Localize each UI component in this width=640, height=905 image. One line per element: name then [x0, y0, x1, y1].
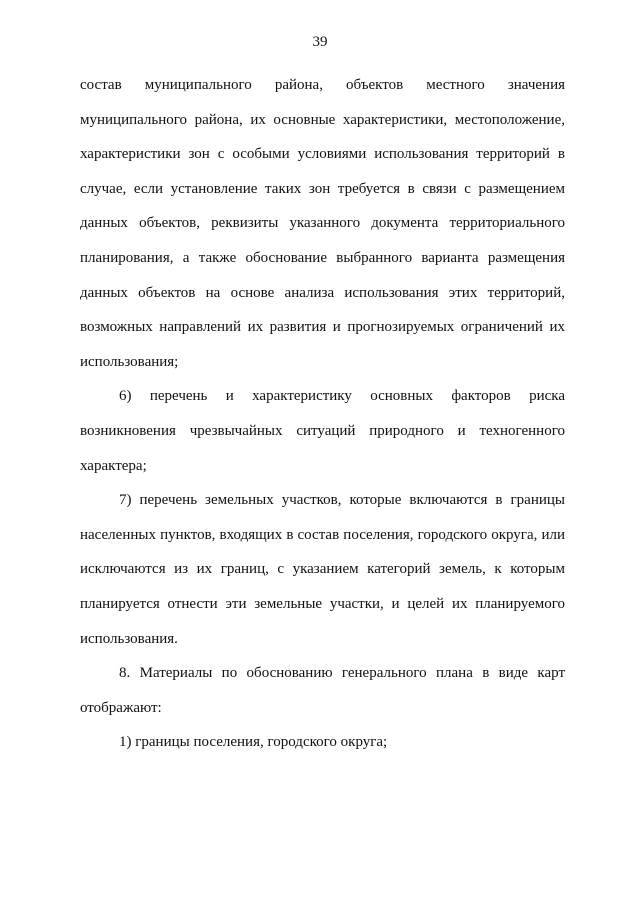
text-line: характеристики зон с особыми условиями использования территорий в: [80, 146, 565, 163]
text-line: населенных пунктов, входящих в состав поселения, городского округа, или: [80, 526, 565, 543]
paragraph-item-1: [80, 725, 565, 760]
text-line: планирования, а также обоснование выбранного варианта размещения: [80, 249, 565, 266]
paragraph-item-7: [80, 483, 565, 656]
text-line-last: отображают:: [80, 699, 162, 716]
text-line: планируется отнести эти земельные участки, и целей их планируемого: [80, 595, 565, 612]
paragraph-item-6: [80, 379, 565, 483]
text-line: муниципального района, их основные характеристики, местоположение,: [80, 111, 565, 128]
page-number: 39: [312, 34, 328, 50]
text-line: данных объектов, реквизиты указанного документа территориального: [80, 215, 565, 232]
text-line: исключаются из их границ, с указанием категорий земель, к которым: [80, 561, 565, 578]
text-line-last: использования;: [80, 353, 179, 370]
text-line: 6) перечень и характеристику основных факторов риска: [119, 388, 565, 405]
text-line: случае, если установление таких зон требуется в связи с размещением: [80, 180, 565, 197]
text-line: данных объектов на основе анализа использования этих территорий,: [80, 284, 565, 301]
text-line: возникновения чрезвычайных ситуаций природного и техногенного: [80, 422, 565, 439]
text-line: состав муниципального района, объектов местного значения: [80, 77, 565, 93]
document-body: [80, 68, 565, 760]
text-line: 7) перечень земельных участков, которые включаются в границы: [119, 492, 565, 509]
paragraph-1: [80, 68, 565, 379]
text-line: возможных направлений их развития и прогнозируемых ограничений их: [80, 319, 565, 336]
text-line-last: 1) границы поселения, городского округа;: [119, 734, 388, 751]
text-line: 8. Материалы по обоснованию генерального плана в виде карт: [119, 665, 565, 682]
text-line-last: использования.: [80, 630, 178, 647]
text-line-last: характера;: [80, 457, 147, 474]
paragraph-clause-8: [80, 656, 565, 725]
